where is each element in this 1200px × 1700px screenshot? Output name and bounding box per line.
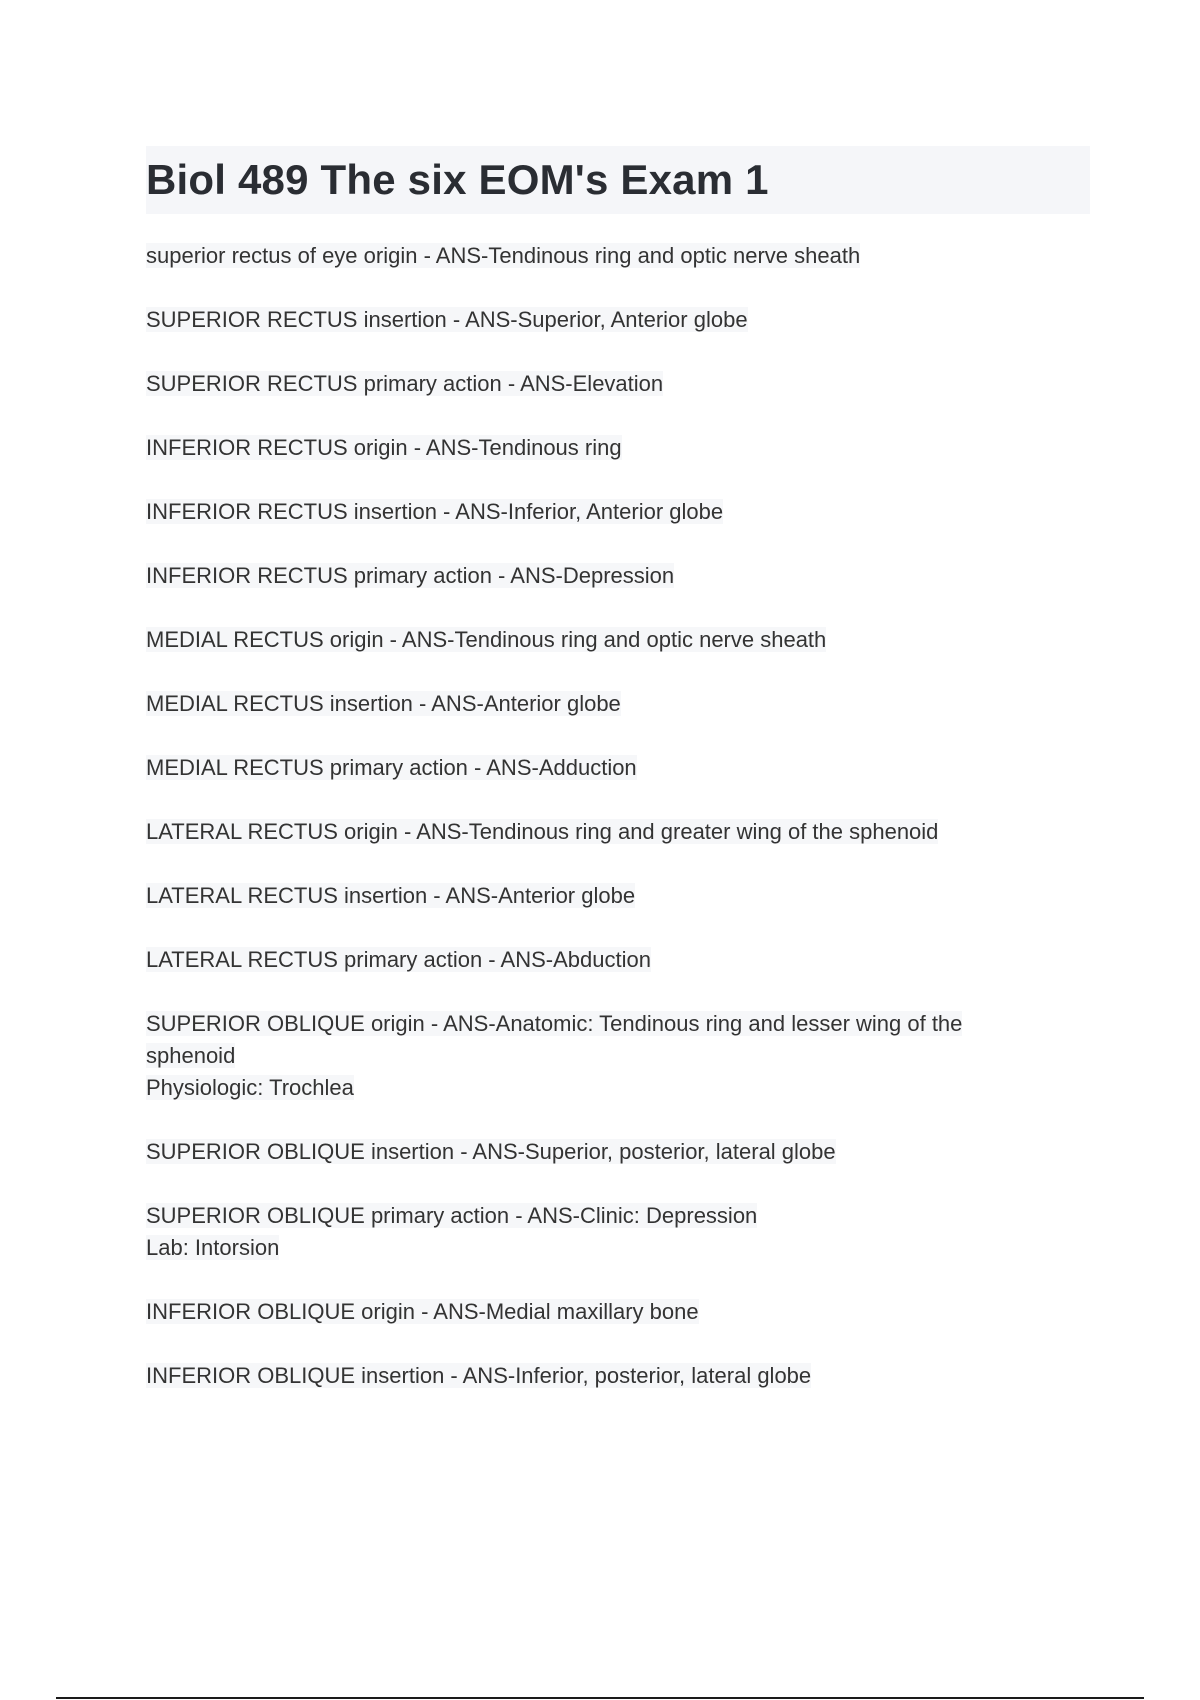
qa-item [146, 1296, 1090, 1328]
qa-line-wrapper [146, 1232, 1090, 1264]
qa-line-wrapper [146, 1200, 1090, 1232]
qa-item [146, 432, 1090, 464]
qa-line-wrapper [146, 240, 1090, 272]
qa-line: INFERIOR RECTUS primary action - ANS-Depression [146, 563, 675, 588]
qa-line: superior rectus of eye origin - ANS-Tendinous ring and optic nerve sheath [146, 243, 861, 268]
qa-line-wrapper [146, 1360, 1090, 1392]
qa-line-wrapper [146, 688, 1090, 720]
qa-line: LATERAL RECTUS origin - ANS-Tendinous ring and greater wing of the sphenoid [146, 819, 939, 844]
qa-line-wrapper [146, 432, 1090, 464]
document-title: Biol 489 The six EOM's Exam 1 [146, 156, 769, 203]
qa-line: SUPERIOR RECTUS insertion - ANS-Superior, Anterior globe [146, 307, 748, 332]
qa-line: INFERIOR RECTUS origin - ANS-Tendinous ring [146, 435, 622, 460]
qa-item [146, 368, 1090, 400]
qa-line-wrapper [146, 368, 1090, 400]
qa-line-wrapper [146, 1008, 1090, 1040]
qa-item [146, 1136, 1090, 1168]
qa-line-wrapper [146, 496, 1090, 528]
qa-line-wrapper [146, 1040, 1090, 1072]
qa-line-wrapper [146, 1136, 1090, 1168]
qa-line: MEDIAL RECTUS primary action - ANS-Adduction [146, 755, 637, 780]
qa-line: Lab: Intorsion [146, 1235, 280, 1260]
qa-line: SUPERIOR OBLIQUE origin - ANS-Anatomic: Tendinous ring and lesser wing of the [146, 1011, 963, 1036]
qa-line: sphenoid [146, 1043, 236, 1068]
qa-line-wrapper [146, 816, 1090, 848]
qa-line: SUPERIOR OBLIQUE insertion - ANS-Superior, posterior, lateral globe [146, 1139, 836, 1164]
qa-line-wrapper [146, 1072, 1090, 1104]
qa-line-wrapper [146, 624, 1090, 656]
qa-item [146, 880, 1090, 912]
qa-line-wrapper [146, 560, 1090, 592]
qa-item [146, 816, 1090, 848]
qa-line-wrapper [146, 944, 1090, 976]
qa-item [146, 240, 1090, 272]
qa-line: LATERAL RECTUS insertion - ANS-Anterior globe [146, 883, 636, 908]
footer-divider [56, 1697, 1144, 1699]
qa-line: MEDIAL RECTUS insertion - ANS-Anterior globe [146, 691, 621, 716]
qa-line-wrapper [146, 1296, 1090, 1328]
qa-item [146, 560, 1090, 592]
qa-item [146, 944, 1090, 976]
qa-item [146, 752, 1090, 784]
qa-item [146, 1008, 1090, 1104]
qa-item [146, 496, 1090, 528]
qa-item [146, 1360, 1090, 1392]
qa-line: SUPERIOR OBLIQUE primary action - ANS-Clinic: Depression [146, 1203, 758, 1228]
qa-line: INFERIOR RECTUS insertion - ANS-Inferior, Anterior globe [146, 499, 724, 524]
title-bar [146, 146, 1090, 214]
qa-item [146, 688, 1090, 720]
qa-line-wrapper [146, 880, 1090, 912]
qa-line: MEDIAL RECTUS origin - ANS-Tendinous ring and optic nerve sheath [146, 627, 827, 652]
qa-line: LATERAL RECTUS primary action - ANS-Abduction [146, 947, 651, 972]
qa-line: SUPERIOR RECTUS primary action - ANS-Elevation [146, 371, 664, 396]
qa-item [146, 1200, 1090, 1264]
qa-line: INFERIOR OBLIQUE insertion - ANS-Inferior, posterior, lateral globe [146, 1363, 812, 1388]
qa-line: INFERIOR OBLIQUE origin - ANS-Medial maxillary bone [146, 1299, 699, 1324]
qa-line-wrapper [146, 752, 1090, 784]
qa-list [146, 240, 1090, 1424]
qa-line-wrapper [146, 304, 1090, 336]
qa-line: Physiologic: Trochlea [146, 1075, 354, 1100]
qa-item [146, 304, 1090, 336]
qa-item [146, 624, 1090, 656]
